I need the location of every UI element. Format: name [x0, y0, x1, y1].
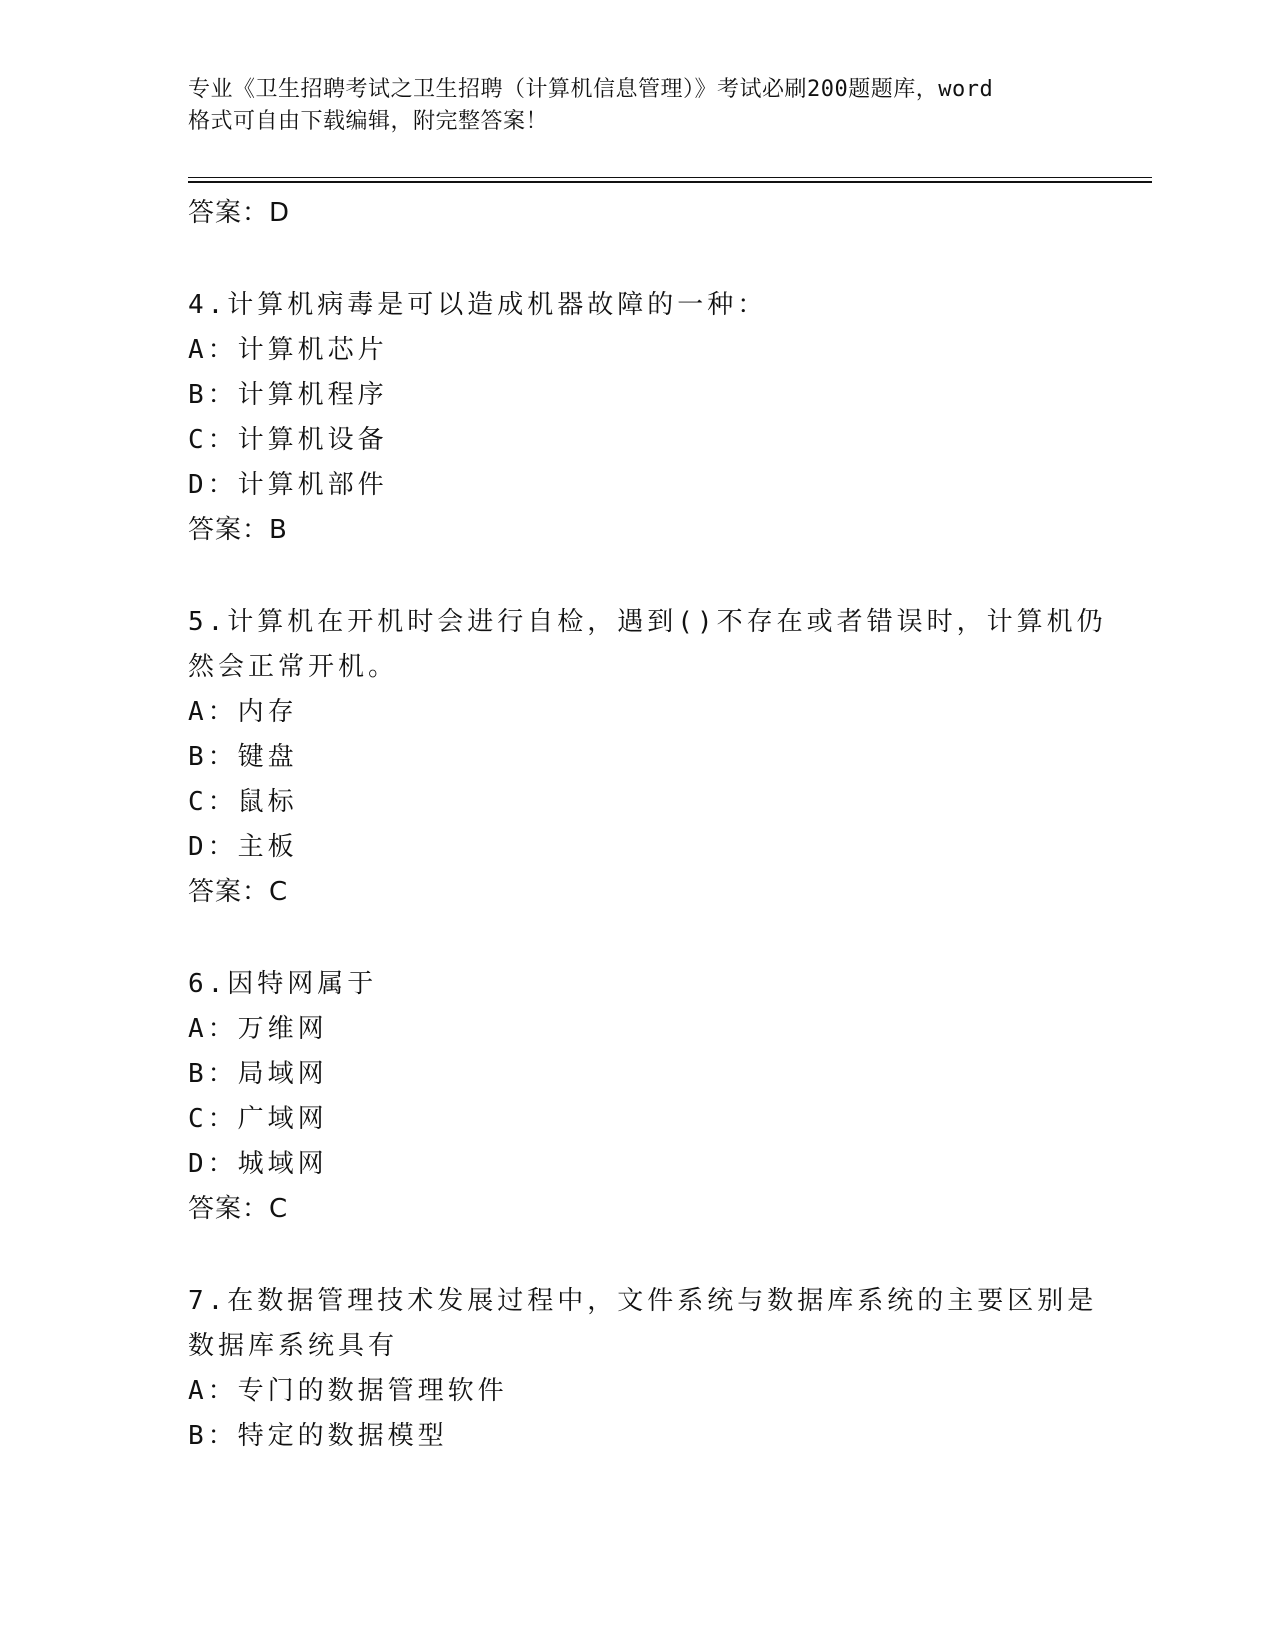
answer-line: 答案：C [188, 877, 289, 907]
question-7 [188, 1279, 1108, 1459]
option-a: A：计算机芯片 [188, 335, 388, 365]
answer-line: 答案：C [188, 1194, 289, 1224]
option-d: D：城域网 [188, 1149, 328, 1179]
header-divider-thin [188, 177, 1152, 178]
option-c: C：广域网 [188, 1104, 328, 1134]
option-b: B：键盘 [188, 742, 298, 772]
header-line-1: 专业《卫生招聘考试之卫生招聘（计算机信息管理）》考试必刷200题题库，word [188, 77, 994, 102]
question-stem: 7.在数据管理技术发展过程中，文件系统与数据库系统的主要区别是 [188, 1286, 1098, 1316]
option-d: D：主板 [188, 832, 298, 862]
header-line-2: 格式可自由下载编辑，附完整答案！ [188, 109, 549, 134]
question-stem: 6.因特网属于 [188, 969, 378, 999]
question-stem-cont: 数据库系统具有 [188, 1331, 399, 1361]
question-stem: 5.计算机在开机时会进行自检，遇到()不存在或者错误时，计算机仍 [188, 607, 1107, 637]
option-a: A：万维网 [188, 1014, 328, 1044]
option-c: C：计算机设备 [188, 425, 388, 455]
header-divider-thick [188, 181, 1152, 183]
question-5 [188, 600, 1108, 915]
option-c: C：鼠标 [188, 787, 298, 817]
answer-line: 答案：B [188, 515, 288, 545]
question-6 [188, 962, 1108, 1232]
answer-line: 答案：D [188, 198, 291, 228]
question-stem: 4.计算机病毒是可以造成机器故障的一种： [188, 290, 768, 320]
question-stem-cont: 然会正常开机。 [188, 652, 399, 682]
option-b: B：特定的数据模型 [188, 1421, 448, 1451]
option-a: A：内存 [188, 697, 298, 727]
document-header [188, 74, 1088, 138]
option-d: D：计算机部件 [188, 470, 388, 500]
question-list [188, 191, 1108, 1459]
option-a: A：专门的数据管理软件 [188, 1376, 508, 1406]
option-b: B：局域网 [188, 1059, 328, 1089]
question-4 [188, 283, 1108, 553]
option-b: B：计算机程序 [188, 380, 388, 410]
